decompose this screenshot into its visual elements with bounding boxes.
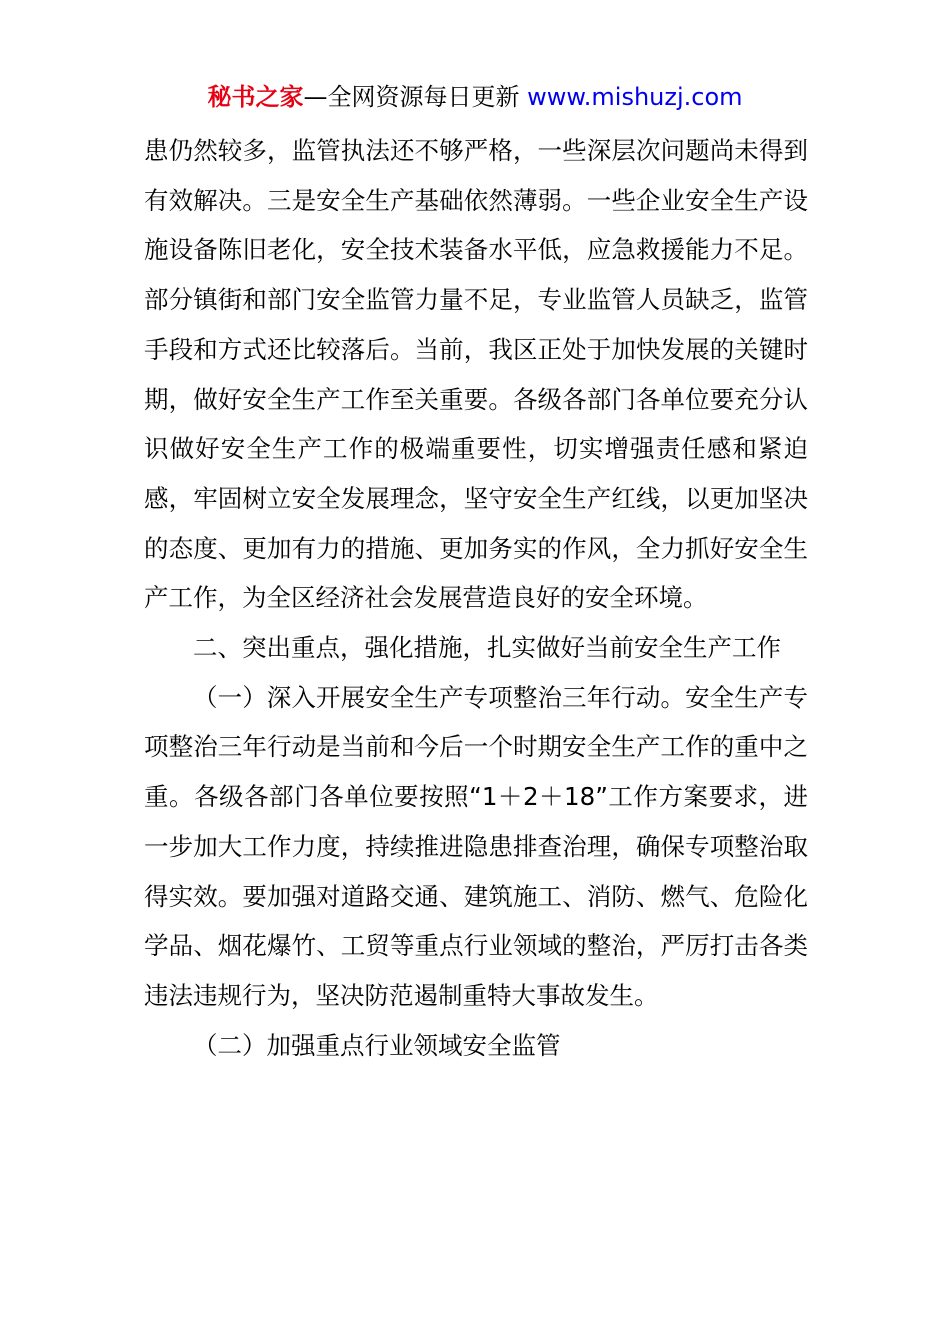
body-paragraph: 患仍然较多，监管执法还不够严格，一些深层次问题尚未得到有效解决。三是安全生产基础依然薄弱。一些企业安全生产设施设备陈旧老化，安全技术装备水平低，应急救援能力不足。部分镇街和部门安全监管力量不足，专业监管人员缺乏，监管手段和方式还比较落后。当前，我区正处于加快发展的关键时期，做好安全生产工作至关重要。各级各部门各单位要充分认识做好安全生产工作的极端重要性，切实增强责任感和紧迫感，牢固树立安全发展理念，坚守安全生产红线，以更加坚决的态度、更加有力的措施、更加务实的作风，全力抓好安全生产工作，为全区经济社会发展营造良好的安全环境。 — [144, 136, 808, 613]
subsection-heading: （二）加强重点行业领域安全监管 — [193, 1030, 561, 1060]
document-body — [144, 126, 808, 1070]
site-url-link[interactable]: www.mishuzj.com — [527, 83, 743, 111]
site-header — [0, 80, 950, 114]
body-paragraph: （一）深入开展安全生产专项整治三年行动。安全生产专项整治三年行动是当前和今后一个时期安全生产工作的重中之重。各级各部门各单位要按照“1＋2＋18”工作方案要求，进一步加大工作力度，持续推进隐患排查治理，确保专项整治取得实效。要加强对道路交通、建筑施工、消防、燃气、危险化学品、烟花爆竹、工贸等重点行业领域的整治，严厉打击各类违法违规行为，坚决防范遏制重特大事故发生。 — [144, 682, 808, 1010]
brand-name: 秘书之家 — [207, 83, 304, 111]
section-heading: 二、突出重点，强化措施，扎实做好当前安全生产工作 — [193, 633, 781, 663]
header-slogan: —全网资源每日更新 — [303, 83, 520, 111]
